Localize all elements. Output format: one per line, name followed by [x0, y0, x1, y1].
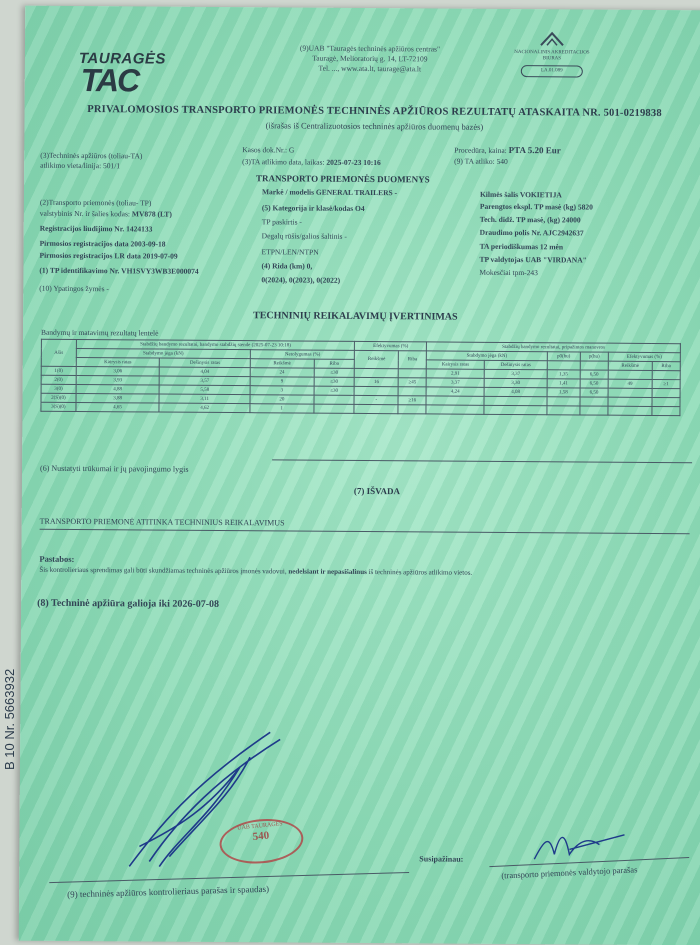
serial-number: B 10 Nr. 5663932	[2, 668, 17, 770]
cell-uneven: 20	[250, 395, 314, 404]
cell-p1: 1,41	[547, 379, 580, 388]
notes-text-b: nedelsiant ir nepasišalinus	[288, 567, 367, 577]
stamp-code: 540	[252, 829, 270, 844]
cell-pr	[484, 405, 547, 414]
cell-park-eff	[608, 397, 652, 406]
reg-certificate: Registracijos liudijimo Nr. 1424133	[39, 223, 153, 234]
col-park-p2: p(hu)	[580, 352, 608, 361]
accreditation-logo	[507, 29, 597, 78]
cell-park-eff-lim	[652, 406, 680, 415]
cell-right: 4,62	[159, 403, 250, 413]
group-park: Stabdžių bandymo rezultatai, pripažintos manovros	[427, 342, 681, 353]
odometer: (4) Rida (km) 0,	[261, 261, 313, 271]
cell-park-eff	[608, 370, 652, 379]
procedure-label: Procedūra, kaina:	[454, 145, 507, 155]
cell-uneven: 3	[250, 386, 314, 395]
cell-park-eff	[608, 388, 652, 397]
report-sheet	[19, 6, 700, 945]
inspector-sign-caption: (9) techninės apžiūros kontrolieriaus parašas ir spaudas)	[66, 883, 270, 900]
ta-datetime	[242, 157, 381, 167]
cell-park-eff: 49	[608, 379, 652, 388]
logo-mark: TAC	[80, 61, 139, 99]
sub-lim: Riba	[314, 359, 355, 368]
reg-number-label: valstybinis Nr. ir šalies kodas:	[39, 208, 131, 219]
accreditation-title: NACIONALINIS AKREDITACIJOS BIURAS	[514, 50, 590, 62]
notes-label: Pastabos:	[39, 553, 75, 564]
ta-datetime-label: (3)TA atlikimo data, laikas:	[242, 157, 325, 167]
tax-payer: Mokesčiai tpm-243	[479, 267, 538, 278]
reg-number	[40, 209, 172, 219]
cell-axle: 1(0)	[41, 366, 76, 375]
validity: (8) Techninė apžiūra galioja iki 2026-07-08	[37, 597, 220, 610]
vin: (1) TP identifikavimo Nr. VH1SVY3WB3E000074	[39, 265, 199, 276]
col-force: Stabdymo jėga (kN)	[76, 348, 250, 358]
cell-p2	[580, 397, 608, 406]
cell-left: 4,88	[76, 384, 160, 394]
max-mass: Tech. didž. TP masė, (kg) 24000	[479, 214, 581, 225]
sub-right: Dešinysis ratas	[160, 358, 251, 368]
cell-eff: 16	[355, 377, 399, 386]
sub-val: Reikšmė	[250, 359, 314, 368]
cell-p1: 1,35	[547, 370, 580, 379]
faults-line	[272, 459, 692, 463]
cell-pr: 3,30	[484, 378, 547, 387]
conclusion: TRANSPORTO PRIEMONĖ ATITINKA TECHNINIUS REIKALAVIMUS	[39, 516, 285, 528]
cell-p1	[547, 397, 580, 406]
cell-eff	[354, 404, 398, 413]
sub-left: Kairysis ratas	[76, 357, 160, 367]
cell-limit	[314, 404, 355, 413]
faults-label: (6) Nustatyti trūkumai ir jų pavojingumo lygis	[40, 463, 189, 474]
cell-eff-lim: ≥16	[398, 396, 426, 405]
ta-label: (3)Techninės apžiūros (toliau-TA)	[40, 150, 143, 161]
owner-sign-caption: (transporto priemonės valdytojo parašas	[501, 864, 638, 881]
cell-right: 3,57	[159, 376, 250, 386]
vehicle-heading: TRANSPORTO PRIEMONĖS DUOMENYS	[256, 173, 430, 185]
ta-performer: (9) TA atliko: 540	[454, 156, 508, 166]
axle-header: Ašis	[41, 339, 76, 366]
org-address: Tauragė, Melioratorių g. 14, LT-72109	[312, 53, 428, 64]
cell-pl	[426, 405, 484, 414]
periodicity: TA periodiškumas 12 mėn	[479, 241, 564, 252]
sub-park-right: Dešinysis ratas	[484, 360, 547, 369]
tech-heading: TECHNINIŲ REIKALAVIMŲ ĮVERTINIMAS	[253, 310, 458, 323]
cell-park-eff-lim: ≥1	[652, 379, 680, 388]
cell-p2: 6,50	[580, 388, 608, 397]
cell-left: 3,93	[76, 375, 160, 385]
stamp-top: UAB TAURAGĖS	[236, 821, 283, 832]
cell-p1	[547, 406, 580, 415]
fuel: Degalų rūšis/galios šaltinis -	[261, 231, 347, 241]
table-caption: Bandymų ir matavimų rezultatų lentelė	[40, 327, 159, 338]
organization-block	[275, 43, 465, 74]
cell-right: 3,11	[159, 394, 250, 404]
cell-uneven: 9	[250, 377, 314, 386]
curb-mass: Parengtos ekspl. TP masė (kg) 5820	[479, 201, 593, 212]
cell-right: 5,58	[159, 385, 250, 395]
col-park-p1: p0(hu)	[547, 352, 580, 361]
cell-limit: ≤30	[314, 386, 355, 395]
cash-doc: Kasos dok.Nr.: G	[242, 145, 295, 155]
cell-left: 4,65	[76, 402, 160, 412]
notes-text-a: Šis kontrolieriaus sprendimas gali būti skundžiamas techninės apžiūros įmonės vadovui,	[39, 565, 287, 576]
odometer-history: 0(2024), 0(2023), 0(2022)	[261, 275, 341, 285]
owner: TP valdytojas UAB "VIRDANA"	[479, 254, 587, 265]
cell-eff	[355, 368, 399, 377]
cell-right: 4,04	[160, 367, 251, 377]
col-park-force: Stabdymo jėga (kN)	[427, 351, 548, 361]
group-efficiency: Efektyvumas (%)	[355, 341, 427, 351]
cell-limit: ≤30	[314, 368, 355, 377]
cell-pl: 3,37	[426, 378, 484, 387]
etpn: ETPN/LEN/NTPN	[261, 247, 319, 257]
acknowledged-label: Susipažinau:	[419, 854, 464, 864]
ta-station: atlikimo vieta/linija: 501/1	[40, 160, 121, 171]
logo-word: TAURAGĖS	[78, 49, 167, 68]
tp-label: (2)Transporto priemonės (toliau- TP)	[39, 197, 152, 208]
special-marks: (10) Ypatingos žymės -	[39, 283, 109, 294]
org-name: (9)UAB "Tauragės techninės apžiūros centras"	[299, 43, 441, 54]
cell-left: 3,06	[76, 366, 160, 376]
accreditation-emblem-icon	[537, 29, 567, 47]
accreditation-code: LA.01.089	[521, 65, 583, 77]
purpose: TP paskirtis -	[261, 217, 302, 227]
col-eff-actual: Reikšmė	[355, 350, 399, 368]
reg-number-value: MV878 (LT)	[131, 209, 172, 219]
cell-axle: 3(S)(0)	[41, 402, 76, 411]
col-uneven: Netolygumas (%)	[250, 350, 354, 360]
cell-uneven: 24	[250, 368, 314, 377]
cell-eff-lim: ≥45	[398, 378, 426, 387]
cell-left: 3,88	[76, 393, 160, 403]
group-brake: Stabdžių bandymo rezultatai, bandymo stabdžių stende (2025-07-23 10:18)	[76, 339, 355, 350]
cell-p2	[580, 406, 608, 415]
report-title: PRIVALOMOSIOS TRANSPORTO PRIEMONĖS TECHNINĖS APŽIŪROS REZULTATŲ ATASKAITA NR. 501-0219838	[87, 104, 662, 120]
cell-pl	[426, 396, 484, 405]
sub-park-left: Kairysis ratas	[426, 360, 484, 369]
procedure-value: PTA 5.20 Eur	[508, 144, 561, 156]
report-subtitle: (išrašas iš Centralizuotosios techninės apžiūros duomenų bazės)	[265, 120, 484, 132]
sub-park-val: Reikšmė	[608, 361, 652, 370]
sub-park-lim: Riba	[652, 361, 680, 370]
cell-park-eff-lim	[652, 370, 680, 379]
cell-axle: 3(0)	[41, 384, 76, 393]
cell-eff-lim	[398, 369, 426, 378]
col-park-eff: Efektyvumas (%)	[608, 352, 680, 362]
cell-park-eff-lim	[652, 397, 680, 406]
cell-eff	[355, 386, 399, 395]
cell-p1: 1,58	[547, 388, 580, 397]
first-registration-lt: Pirmosios registracijos LR data 2019-07-09	[39, 250, 178, 261]
cell-pr	[484, 396, 547, 405]
cell-limit	[314, 395, 355, 404]
org-contacts: Tel. ..., www.ata.lt, taurage@ata.lt	[318, 63, 422, 74]
notes-text-c: iš techninės apžiūros atlikimo vietos.	[368, 568, 473, 577]
make-model: Markė / modelis GENERAL TRAILERS -	[261, 187, 398, 198]
cell-eff-lim	[398, 387, 426, 396]
cell-pr: 4,08	[484, 387, 547, 396]
cell-axle: 2(S)(0)	[41, 393, 76, 402]
category: (5) Kategorija ir klasė/kodas O4	[261, 203, 365, 213]
conclusion-line	[40, 529, 690, 535]
cell-eff: -	[354, 395, 398, 404]
cell-eff-lim	[398, 405, 426, 414]
cell-park-eff-lim	[652, 388, 680, 397]
results-table	[40, 339, 680, 416]
procedure	[454, 145, 561, 156]
cell-axle: 2(0)	[41, 375, 76, 384]
cell-limit: ≤30	[314, 377, 355, 386]
cell-park-eff	[608, 406, 652, 415]
ta-datetime-value: 2025-07-23 10:16	[326, 157, 381, 168]
cell-p2: 6,50	[580, 379, 608, 388]
insurance-policy: Draudimo polis Nr. AJC2942637	[479, 227, 584, 238]
first-registration: Pirmosios registracijos data 2003-09-18	[39, 238, 166, 249]
cell-p2: 6,50	[580, 370, 608, 379]
cell-pl: 4,24	[426, 387, 484, 396]
cell-uneven: 1	[250, 404, 314, 413]
cell-pr: 3,37	[484, 369, 547, 378]
conclusion-heading: (7) IŠVADA	[353, 485, 401, 497]
notes-text	[39, 566, 472, 577]
cell-pl: 2,91	[426, 369, 484, 378]
origin-country: Kilmės šalis VOKIETIJA	[479, 189, 562, 200]
col-eff-limit: Riba	[398, 351, 426, 369]
